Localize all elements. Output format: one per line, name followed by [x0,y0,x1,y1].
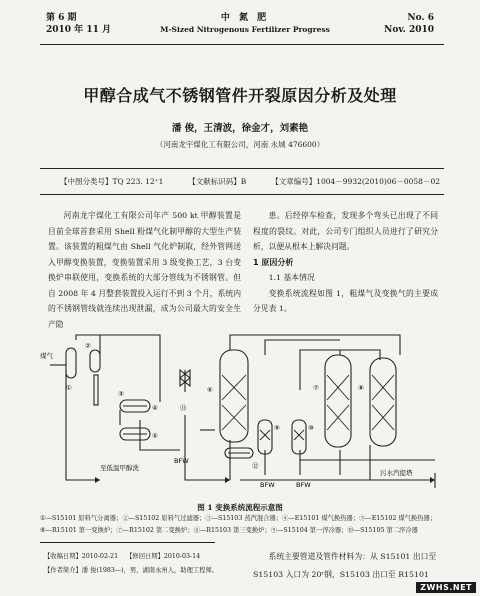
figure-legend-line-2: ⑥—R15101 第一变换炉；⑦—R15102 第二变换炉；⑧—R15103 第三变换炉；⑨—S15104 第一淬冷器；⑩—S15105 第二淬冷器 [40,527,418,534]
footnote-dates [44,552,200,561]
issue-en: No. 6 [407,13,434,23]
journal-issue-en-block [384,12,434,36]
author-introduction: 【作者简介】潘 俊(1983—)，男，湖南永州人，助理工程师。 [44,567,219,574]
date-cn: 2010 年 11 月 [46,25,111,35]
label-n10: ⑩ [308,424,314,432]
label-n7: ⑦ [313,384,319,392]
document-code: 【文献标识码】B [188,177,247,186]
classification-rule-top [40,168,444,169]
article-authors: 潘 俊，王清波，徐金才，刘素艳 [171,123,309,134]
intro-paragraph-continued: 患。后经停车检查，发现多个弯头已出现了不同程度的裂纹。对此，公司专门组织人员进行了研究分析，以便从根本上解决问题。 [253,211,438,251]
intro-paragraph: 河南龙宇煤化工有限公司年产 500 kt 甲醇装置是目前全球首套采用 Shell 粉煤气化制甲醇的大型生产装置。该装置的粗煤气由 Shell 气化炉制取，经外管网送入甲醇变换装置，变换装置采用 3 级变换工艺，3 台变换炉串联使用，变换系统的大部分管线为不锈钢管。但自 2008 年 4 月整套装置投入运行不到 3 个月，系统内的不锈钢管线就连续出现泄漏，成为公司最大的安全生产隐 [48,211,241,329]
label-bfw-1: BFW [174,457,189,465]
label-n3: ③ [118,390,124,398]
label-n6: ⑥ [207,386,213,394]
issue-cn: 第 6 期 [46,13,77,23]
received-date: 【收稿日期】2010-02-21 [44,553,119,560]
figure-legend-line-1: ①—S15101 原料气分离器；②—S15102 原料气过滤器；③—S15103 蒸汽混合器；④—E15101 煤气换热器；⑤—E15102 煤气换热器； [40,515,437,522]
footnote-rule [40,542,215,543]
process-flow-diagram [40,330,440,495]
revised-date: 【修回日期】2010-03-14 [126,553,201,560]
journal-issue-cn-block [46,12,111,36]
subsection-heading-1-1: 1.1 基本情况 [268,273,315,282]
date-en: Nov. 2010 [384,25,434,35]
label-n8: ⑧ [358,384,364,392]
label-n12: ⑫ [252,462,259,470]
article-affiliation: （河南龙宇煤化工有限公司，河南 永城 476600） [155,140,325,149]
classification-row [60,176,440,187]
body-left-column [48,208,241,332]
label-coal-gas: 煤气 [40,352,53,360]
label-n5: ⑤ [152,432,158,440]
site-watermark: ZWHS.NET [416,582,476,593]
label-to-sewage: 污水汽提塔 [380,469,413,477]
figure-caption: 图 1 变换系统流程示意图 [197,503,283,512]
label-bfw-3: BFW [296,481,311,489]
label-n4: ④ [152,404,158,412]
body-right-column [253,208,438,317]
section-heading-1: 1 原因分析 [253,257,294,267]
classification-rule-bottom [40,194,444,195]
label-n11: ⑪ [180,404,187,412]
label-n9: ⑨ [274,424,280,432]
journal-name-en: M-Sized Nitrogenous Fertilizer Progress [160,25,330,34]
classification-code: 【中图分类号】TQ 223. 12⁺1 [60,177,164,186]
label-n1: ① [66,384,72,392]
materials-paragraph: 系统主要管道及管件材料为：从 S15101 出口至 S15103 入口为 20ʳ钢，S15103 出口至 R15101 [253,552,437,579]
header-divider [40,44,444,45]
journal-name-cn: 中 氮 肥 [220,13,270,23]
journal-name-block [150,12,340,36]
label-n2: ② [85,342,91,350]
label-to-low-temp: 至低温甲醇洗 [100,464,139,472]
subsection-1-1-text: 变换系统流程如图 1，粗煤气及变换气的主要成分见表 1。 [253,288,438,313]
label-bfw-2: BFW [260,481,275,489]
article-id: 【文章编号】1004－9932(2010)06－0058－02 [271,177,440,186]
article-title: 甲醇合成气不锈钢管件开裂原因分析及处理 [83,86,397,105]
